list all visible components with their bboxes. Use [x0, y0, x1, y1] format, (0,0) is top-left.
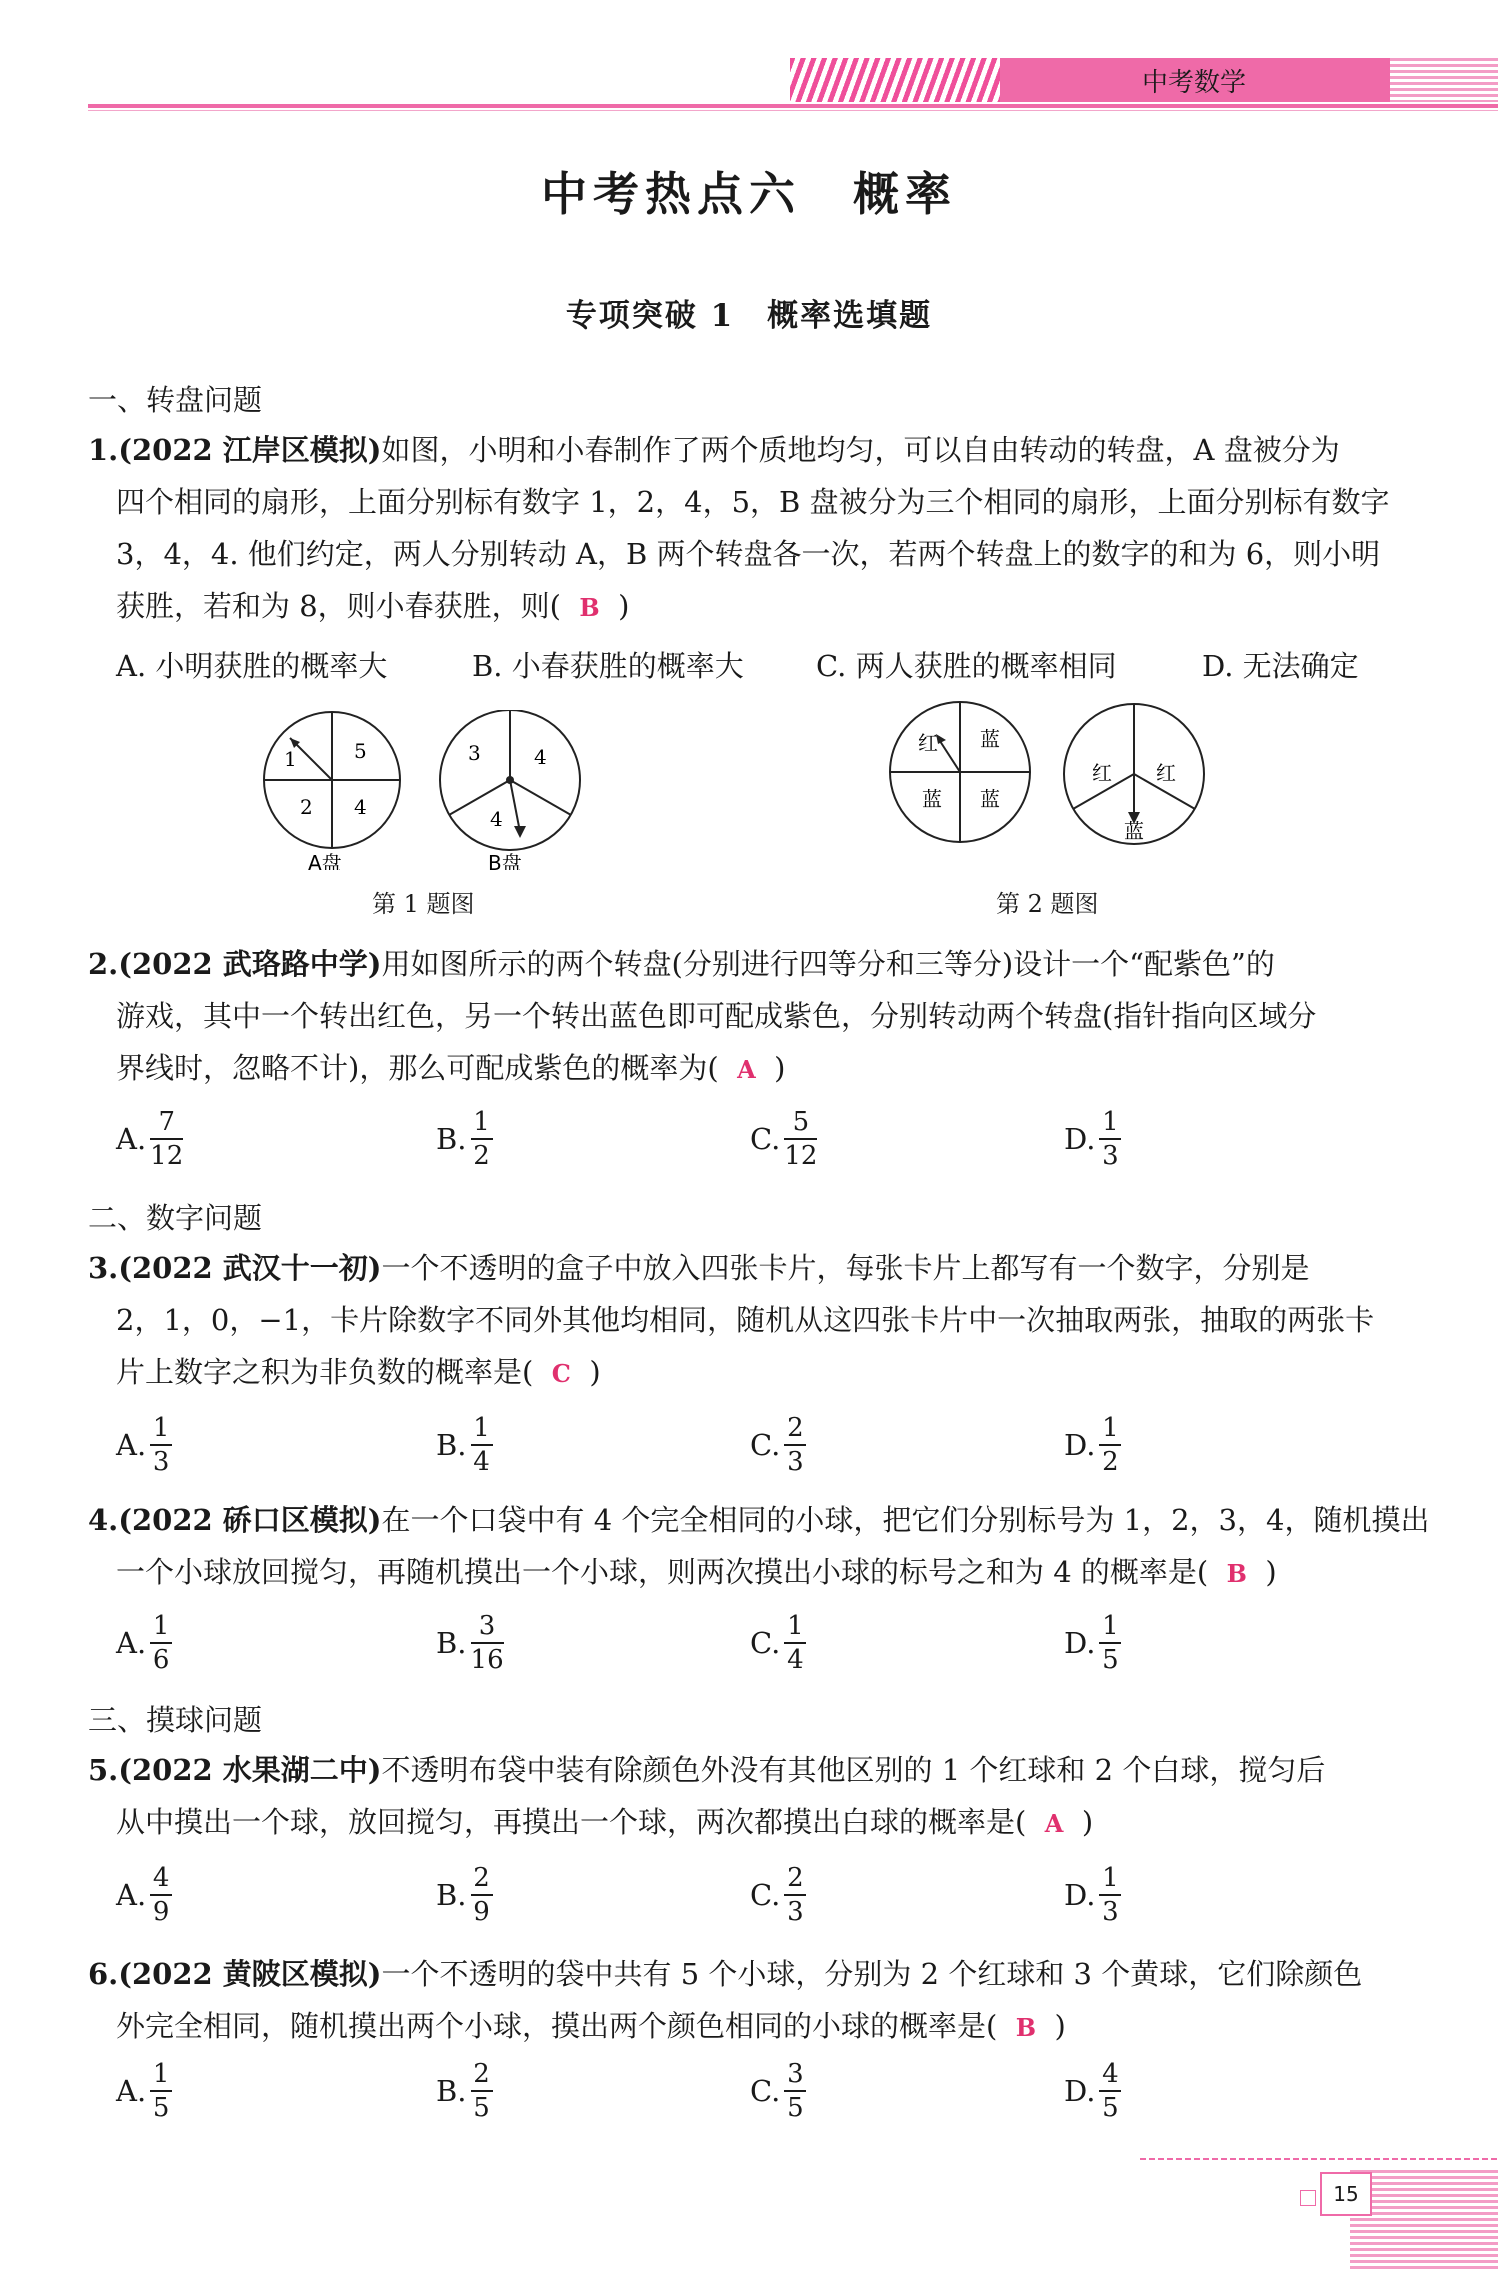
section-heading-spinner: 一、转盘问题 — [88, 383, 263, 417]
fraction: $\frac{2}{9}$ — [471, 1864, 493, 1926]
question-6 — [88, 1948, 1388, 2054]
fraction: $\frac{2}{3}$ — [784, 1864, 806, 1926]
fraction: $\frac{1}{3}$ — [1099, 1864, 1121, 1926]
question-source: (2022 武珞路中学) — [118, 947, 382, 981]
footer-stripes — [1350, 2170, 1498, 2272]
option-d: D. $\frac{1}{3}$ — [1064, 1108, 1121, 1170]
option-d: D. $\frac{1}{2}$ — [1064, 1414, 1121, 1476]
fraction: $\frac{1}{4}$ — [784, 1612, 806, 1674]
question-source: (2022 江岸区模拟) — [118, 433, 382, 467]
option-c: C. $\frac{3}{5}$ — [750, 2060, 806, 2122]
option-a: A. $\frac{1}{6}$ — [116, 1612, 172, 1674]
question-text: ) — [618, 589, 630, 623]
option-d: D. 无法确定 — [1202, 649, 1359, 683]
fraction: $\frac{3}{16}$ — [470, 1611, 504, 1675]
header-rule — [88, 104, 1498, 108]
spinner-right-color: 蓝 — [1124, 819, 1144, 843]
option-a: A. 小明获胜的概率大 — [116, 649, 388, 683]
question-text: 一个小球放回搅匀，再随机摸出一个小球，则两次摸出小球的标号之和为 4 的概率是( — [116, 1555, 1209, 1589]
question-number: 6. — [88, 1957, 119, 1991]
question-number: 2. — [88, 947, 119, 981]
option-a: A. $\frac{1}{3}$ — [116, 1414, 172, 1476]
question-text: 一个不透明的盒子中放入四张卡片，每张卡片上都写有一个数字，分别是 — [381, 1251, 1310, 1285]
question-number: 5. — [88, 1753, 119, 1787]
spinner-b-number: 4 — [534, 745, 547, 769]
section-heading-ball: 三、摸球问题 — [88, 1703, 263, 1737]
option-b: B. $\frac{2}{9}$ — [436, 1864, 493, 1926]
spinner-left-color: 蓝 — [980, 787, 1000, 811]
header-label: 中考数学 — [1000, 58, 1390, 102]
header-stripes — [790, 58, 1000, 102]
question-source: (2022 武汉十一初) — [118, 1251, 382, 1285]
option-a: A. $\frac{7}{12}$ — [116, 1107, 184, 1171]
figure-2-spinners — [888, 700, 1228, 850]
fraction: $\frac{7}{12}$ — [150, 1107, 184, 1171]
page-subtitle: 专项突破 1 概率选填题 — [565, 298, 933, 334]
page-title: 中考热点六 概率 — [541, 167, 957, 221]
question-text: 游戏，其中一个转出红色，另一个转出蓝色即可配成紫色，分别转动两个转盘(指针指向区域分 — [116, 999, 1317, 1033]
fraction: $\frac{1}{4}$ — [471, 1414, 493, 1476]
option-c: C. $\frac{2}{3}$ — [750, 1864, 806, 1926]
spinner-a-number: 4 — [354, 795, 367, 819]
spinner-left-color: 红 — [918, 731, 938, 755]
footer-rule — [1140, 2158, 1498, 2160]
fraction: $\frac{1}{3}$ — [150, 1414, 172, 1476]
spinner-left-color: 蓝 — [922, 787, 942, 811]
fraction: $\frac{4}{5}$ — [1099, 2060, 1121, 2122]
fraction: $\frac{1}{5}$ — [1099, 1612, 1121, 1674]
option-c: C. $\frac{5}{12}$ — [750, 1107, 818, 1171]
question-text: 从中摸出一个球，放回搅匀，再摸出一个球，两次都摸出白球的概率是( — [116, 1805, 1027, 1839]
question-text: 2，1，0，−1，卡片除数字不同外其他均相同，随机从这四张卡片中一次抽取两张，抽取的两张卡 — [116, 1303, 1375, 1337]
spinner-a-number: 1 — [284, 747, 297, 771]
option-c: C. $\frac{1}{4}$ — [750, 1612, 806, 1674]
page-number: 15 — [1320, 2172, 1372, 2216]
figure-1-spinners — [250, 710, 600, 870]
option-c: C. 两人获胜的概率相同 — [816, 649, 1117, 683]
question-text: ) — [774, 1051, 786, 1085]
header-tail-stripes — [1390, 58, 1498, 102]
figure-2-caption: 第 2 题图 — [996, 890, 1099, 918]
question-source: (2022 黄陂区模拟) — [118, 1957, 382, 1991]
fraction: $\frac{1}{6}$ — [150, 1612, 172, 1674]
question-2 — [88, 938, 1388, 1096]
question-5 — [88, 1744, 1388, 1850]
answer-mark: C — [551, 1359, 571, 1388]
question-text: 在一个口袋中有 4 个完全相同的小球，把它们分别标号为 1，2，3，4，随机摸出 — [381, 1503, 1430, 1537]
question-text: ) — [1081, 1805, 1094, 1839]
spinner-a-label: A盘 — [308, 851, 342, 870]
fraction: $\frac{5}{12}$ — [784, 1107, 818, 1171]
answer-mark: B — [1226, 1559, 1247, 1588]
question-text: 不透明布袋中装有除颜色外没有其他区别的 1 个红球和 2 个白球，搅匀后 — [381, 1753, 1326, 1787]
spinner-b-number: 4 — [490, 807, 503, 831]
question-text: 用如图所示的两个转盘(分别进行四等分和三等分)设计一个“配紫色”的 — [381, 947, 1275, 981]
option-d: D. $\frac{1}{5}$ — [1064, 1612, 1121, 1674]
fraction: $\frac{2}{5}$ — [471, 2060, 493, 2122]
fraction: $\frac{1}{2}$ — [1099, 1414, 1121, 1476]
header-rule-thin — [88, 110, 1498, 111]
question-text: 四个相同的扇形，上面分别标有数字 1，2，4，5，B 盘被分为三个相同的扇形，上面分别标有数字 — [116, 485, 1390, 519]
answer-mark: A — [737, 1055, 756, 1084]
option-d: D. $\frac{4}{5}$ — [1064, 2060, 1121, 2122]
question-text: 获胜，若和为 8，则小春获胜，则( — [116, 589, 561, 623]
option-d: D. $\frac{1}{3}$ — [1064, 1864, 1121, 1926]
answer-mark: B — [1015, 2013, 1037, 2042]
spinner-b-label: B盘 — [488, 851, 522, 870]
question-1 — [88, 424, 1388, 634]
answer-mark: A — [1044, 1809, 1064, 1838]
spinner-b-number: 3 — [468, 741, 481, 765]
option-b: B. $\frac{3}{16}$ — [436, 1611, 504, 1675]
figure-1-caption: 第 1 题图 — [372, 890, 475, 918]
option-b: B. $\frac{1}{4}$ — [436, 1414, 493, 1476]
question-4 — [88, 1494, 1430, 1600]
fraction: $\frac{2}{3}$ — [784, 1414, 806, 1476]
answer-mark: B — [579, 593, 600, 622]
question-number: 1. — [88, 433, 119, 467]
spinner-left-color: 蓝 — [980, 727, 1000, 751]
spinner-right-color: 红 — [1156, 761, 1176, 785]
question-text: 外完全相同，随机摸出两个小球，摸出两个颜色相同的小球的概率是( — [116, 2009, 998, 2043]
question-number: 4. — [88, 1503, 119, 1537]
spinner-right-color: 红 — [1092, 761, 1112, 785]
fraction: $\frac{3}{5}$ — [784, 2060, 806, 2122]
question-text: ) — [1265, 1555, 1277, 1589]
question-text: 如图，小明和小春制作了两个质地均匀，可以自由转动的转盘，A 盘被分为 — [381, 433, 1340, 467]
fraction: $\frac{1}{2}$ — [471, 1108, 493, 1170]
question-text: 片上数字之积为非负数的概率是( — [116, 1355, 534, 1389]
question-source: (2022 水果湖二中) — [118, 1753, 382, 1787]
option-a: A. $\frac{4}{9}$ — [116, 1864, 172, 1926]
fraction: $\frac{4}{9}$ — [150, 1864, 172, 1926]
question-text: ) — [1054, 2009, 1066, 2043]
option-a: A. $\frac{1}{5}$ — [116, 2060, 172, 2122]
option-b: B. $\frac{1}{2}$ — [436, 1108, 493, 1170]
option-b: B. 小春获胜的概率大 — [472, 649, 744, 683]
question-source: (2022 硚口区模拟) — [118, 1503, 382, 1537]
spinner-a-number: 5 — [354, 739, 367, 763]
question-3 — [88, 1242, 1388, 1400]
spinner-a-number: 2 — [300, 795, 313, 819]
question-text: ) — [589, 1355, 601, 1389]
page-corner-mark — [1300, 2190, 1316, 2206]
option-c: C. $\frac{2}{3}$ — [750, 1414, 806, 1476]
fraction: $\frac{1}{3}$ — [1099, 1108, 1121, 1170]
section-heading-number: 二、数字问题 — [88, 1201, 263, 1235]
question-text: 一个不透明的袋中共有 5 个小球，分别为 2 个红球和 3 个黄球，它们除颜色 — [381, 1957, 1363, 1991]
option-b: B. $\frac{2}{5}$ — [436, 2060, 493, 2122]
question-text: 界线时，忽略不计)，那么可配成紫色的概率为( — [116, 1051, 719, 1085]
question-number: 3. — [88, 1251, 119, 1285]
question-text: 3，4，4. 他们约定，两人分别转动 A，B 两个转盘各一次，若两个转盘上的数字的和为 6，则小明 — [116, 537, 1381, 571]
fraction: $\frac{1}{5}$ — [150, 2060, 172, 2122]
